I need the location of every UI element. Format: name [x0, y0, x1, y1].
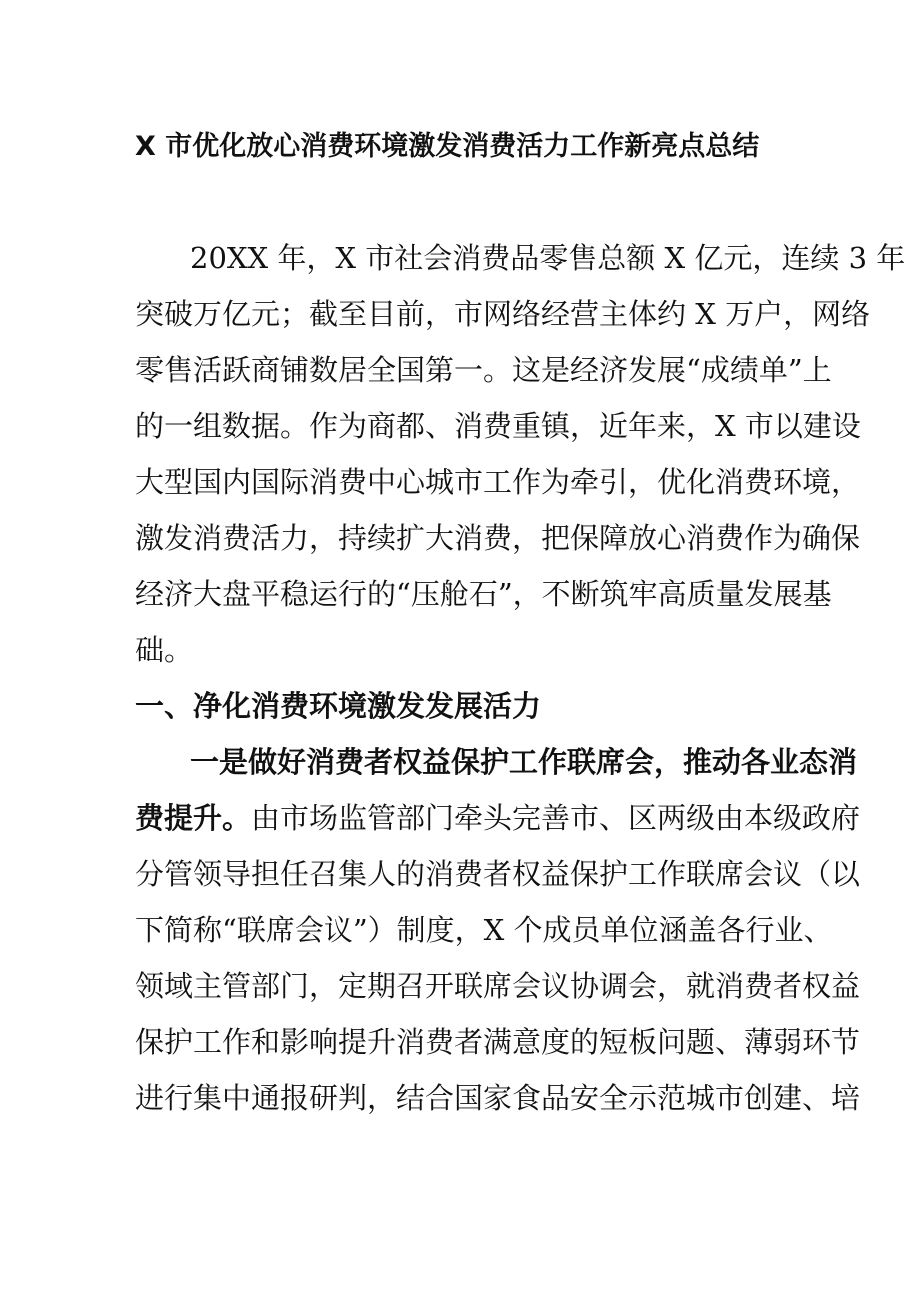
paragraph-line: 础。 [135, 633, 194, 667]
document-title: X 市优化放心消费环境激发消费活力工作新亮点总结 [135, 131, 760, 162]
paragraph-line: 20XX 年，X 市社会消费品零售总额 X 亿元，连续 3 年 [190, 241, 906, 275]
section-heading: 一、净化消费环境激发发展活力 [135, 689, 542, 723]
paragraph-line: 大型国内国际消费中心城市工作为牵引，优化消费环境， [135, 465, 861, 499]
paragraph-line: 经济大盘平稳运行的“压舱石”，不断筑牢高质量发展基 [135, 577, 832, 611]
paragraph-line: 进行集中通报研判，结合国家食品安全示范城市创建、培 [135, 1081, 861, 1115]
bold-lead-text: 费提升。 [135, 801, 252, 835]
bold-lead-line: 一是做好消费者权益保护工作联席会，推动各业态消 [190, 745, 858, 779]
paragraph-line: 领域主管部门，定期召开联席会议协调会，就消费者权益 [135, 969, 861, 1003]
paragraph-line: 分管领导担任召集人的消费者权益保护工作联席会议（以 [135, 857, 861, 891]
paragraph-line: 突破万亿元；截至目前，市网络经营主体约 X 万户，网络 [135, 297, 871, 331]
paragraph-line: 下简称“联席会议”）制度，X 个成员单位涵盖各行业、 [135, 913, 833, 947]
paragraph-line: 保护工作和影响提升消费者满意度的短板问题、薄弱环节 [135, 1025, 861, 1059]
paragraph-text: 由市场监管部门牵头完善市、区两级由本级政府 [251, 801, 861, 835]
paragraph-line: 的一组数据。作为商都、消费重镇，近年来，X 市以建设 [135, 409, 861, 443]
paragraph-line: 零售活跃商铺数居全国第一。这是经济发展“成绩单”上 [135, 353, 832, 387]
paragraph-line: 激发消费活力，持续扩大消费，把保障放心消费作为确保 [135, 521, 861, 555]
paragraph-line [135, 798, 860, 838]
